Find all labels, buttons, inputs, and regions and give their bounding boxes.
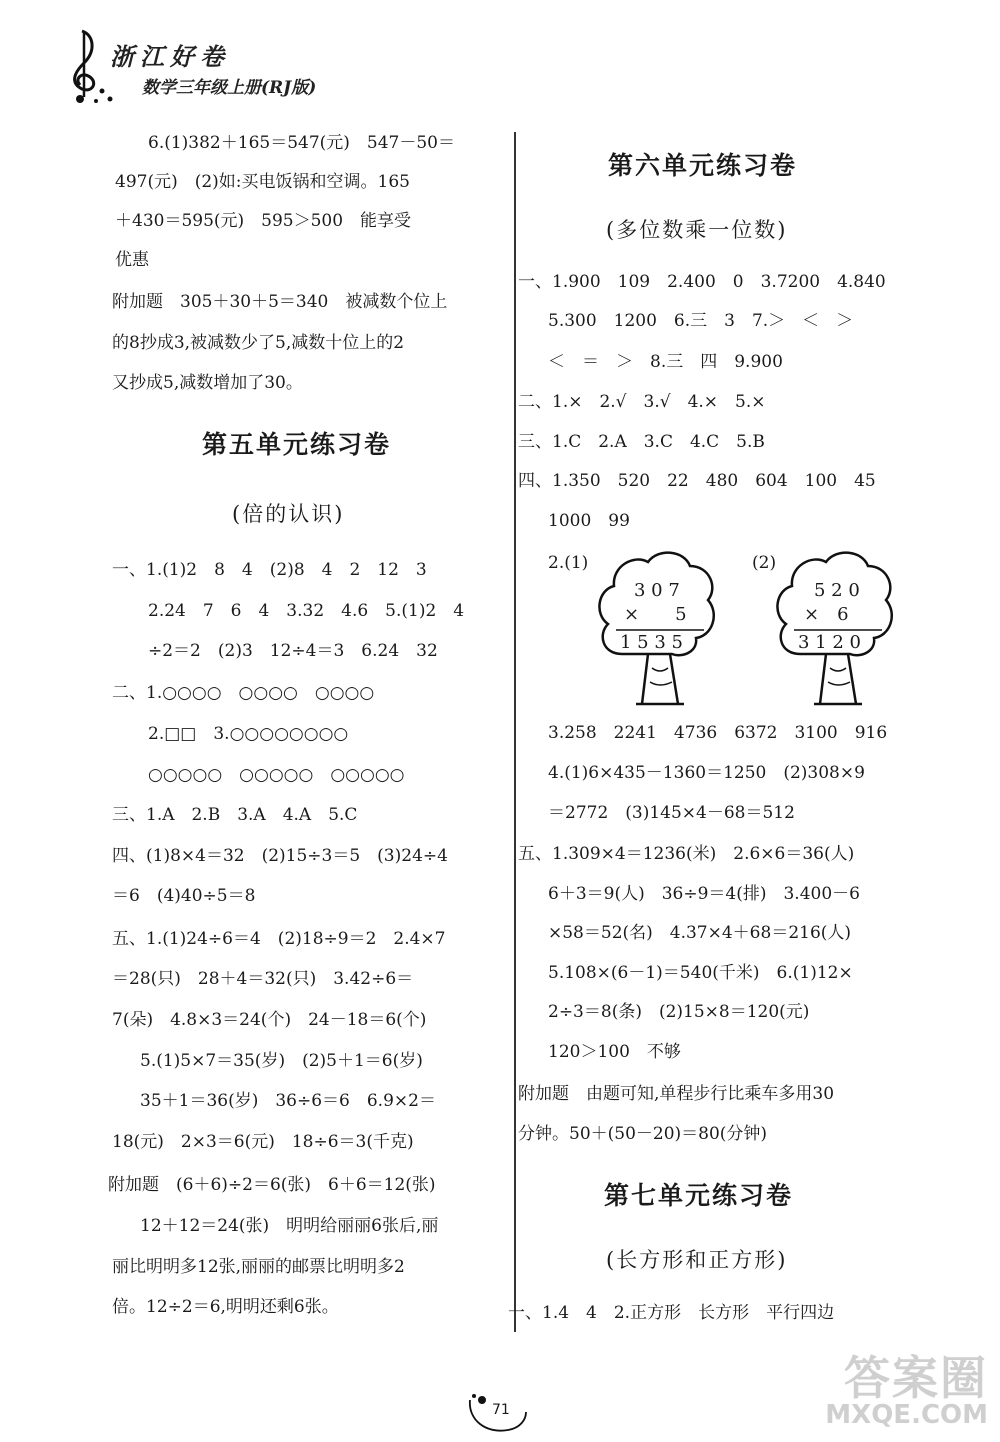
answer-line: 2.24 7 6 4 3.32 4.6 5.(1)2 4 (148, 601, 465, 621)
page-header (60, 25, 360, 105)
watermark-url: MXQE.COM (825, 1400, 988, 1430)
answer-line: 二、1.× 2.√ 3.√ 4.× 5.× (518, 392, 766, 412)
answer-line: 五、1.(1)24÷6＝4 (2)18÷9＝2 2.4×7 (112, 929, 446, 949)
answer-line: (2) (752, 553, 777, 573)
answer-line: 3.258 2241 4736 6372 3100 916 (548, 723, 888, 743)
answer-line: 18(元) 2×3＝6(元) 18÷6＝3(千克) (112, 1132, 414, 1152)
answer-line: 分钟。50＋(50－20)＝80(分钟) (518, 1124, 768, 1144)
section-subtitle-unit-5: (倍的认识) (232, 502, 345, 526)
answer-line: 五、1.309×4＝1236(米) 2.6×6＝36(人) (518, 844, 855, 864)
answer-line: 三、1.C 2.A 3.C 4.C 5.B (518, 432, 765, 452)
section-subtitle-unit-6: (多位数乘一位数) (606, 218, 788, 242)
answer-line: 35＋1＝36(岁) 36÷6＝6 6.9×2＝ (140, 1091, 436, 1111)
answer-line: 6＋3＝9(人) 36÷9＝4(排) 3.400－6 (548, 884, 860, 904)
header-subtitle: 数学三年级上册(RJ版) (142, 78, 317, 98)
answer-line: 四、(1)8×4＝32 (2)15÷3＝5 (3)24÷4 (112, 846, 448, 866)
tree-row: 1 5 3 5 (620, 632, 683, 653)
section-title-unit-7: 第七单元练习卷 (604, 1181, 794, 1210)
tree-row: 5 2 0 (814, 580, 860, 601)
answer-line: 497(元) (2)如:买电饭锅和空调。165 (115, 172, 410, 192)
answer-line: ＜ ＝ ＞ 8.三 四 9.900 (548, 352, 783, 372)
answer-line: 4.(1)6×435－1360＝1250 (2)308×9 (548, 763, 865, 783)
page-number: 71 (492, 1402, 510, 1418)
answer-line: 四、1.350 520 22 480 604 100 45 (518, 471, 876, 491)
answer-line: 丽比明明多12张,丽丽的邮票比明明多2 (112, 1257, 405, 1277)
answer-line: 2.□□ 3.○○○○○○○○ (148, 724, 349, 744)
tree-multiplication-1 (592, 544, 722, 714)
answer-line: 三、1.A 2.B 3.A 4.A 5.C (112, 805, 358, 825)
answer-line: 12＋12＝24(张) 明明给丽丽6张后,丽 (140, 1216, 439, 1236)
answer-line: 优惠 (115, 250, 149, 270)
answer-line: 6.(1)382＋165＝547(元) 547－50＝ (148, 133, 455, 153)
watermark-logo (808, 1342, 988, 1434)
header-title: 浙江好卷 (110, 42, 230, 71)
answer-line: 附加题 (6＋6)÷2＝6(张) 6＋6＝12(张) (108, 1175, 436, 1195)
answer-line: 附加题 由题可知,单程步行比乘车多用30 (518, 1084, 835, 1104)
answer-line: ○○○○○ ○○○○○ ○○○○○ (148, 765, 405, 785)
tree-multiplication-2 (770, 544, 900, 714)
tree-row: × 6 (804, 604, 849, 625)
answer-line: 又抄成5,减数增加了30。 (112, 373, 303, 393)
answer-line: ×58＝52(名) 4.37×4＋68＝216(人) (548, 923, 852, 943)
tree-row: × 5 (624, 604, 687, 625)
answer-line: 2÷3＝8(条) (2)15×8＝120(元) (548, 1002, 810, 1022)
answer-line: ＋430＝595(元) 595＞500 能享受 (115, 211, 412, 231)
answer-line: ÷2＝2 (2)3 12÷4＝3 6.24 32 (148, 641, 438, 661)
watermark-title: 答案圈 (844, 1351, 988, 1405)
answer-line: 7(朵) 4.8×3＝24(个) 24－18＝6(个) (112, 1010, 427, 1030)
tree-row: 3 1 2 0 (798, 632, 861, 653)
answer-line: 5.(1)5×7＝35(岁) (2)5＋1＝6(岁) (140, 1051, 423, 1071)
section-title-unit-6: 第六单元练习卷 (608, 151, 798, 180)
answer-line: 一、1.900 109 2.400 0 3.7200 4.840 (518, 272, 886, 292)
answer-line: 120＞100 不够 (548, 1042, 681, 1062)
answer-line: ＝2772 (3)145×4－68＝512 (548, 803, 795, 823)
answer-line: 一、1.(1)2 8 4 (2)8 4 2 12 3 (112, 560, 427, 580)
answer-line: ＝6 (4)40÷5＝8 (112, 886, 256, 906)
answer-line: 5.300 1200 6.三 3 7.＞ ＜ ＞ (548, 311, 854, 331)
answer-line: 附加题 305＋30＋5＝340 被减数个位上 (112, 292, 448, 312)
answer-line: 5.108×(6－1)＝540(千米) 6.(1)12× (548, 963, 853, 983)
answer-line: ＝28(只) 28＋4＝32(只) 3.42÷6＝ (112, 969, 414, 989)
tree-row: 3 0 7 (634, 580, 680, 601)
answer-line: 1000 99 (548, 511, 630, 531)
answer-line: 二、1.○○○○ ○○○○ ○○○○ (112, 683, 375, 703)
column-divider (514, 132, 516, 1332)
answer-line: 2.(1) (548, 553, 589, 573)
answer-line: 倍。12÷2＝6,明明还剩6张。 (112, 1297, 339, 1317)
answer-line: 的8抄成3,被减数少了5,减数十位上的2 (112, 333, 405, 353)
section-title-unit-5: 第五单元练习卷 (202, 430, 392, 459)
section-subtitle-unit-7: (长方形和正方形) (606, 1248, 788, 1272)
answer-line: 一、1.4 4 2.正方形 长方形 平行四边 (508, 1303, 835, 1323)
